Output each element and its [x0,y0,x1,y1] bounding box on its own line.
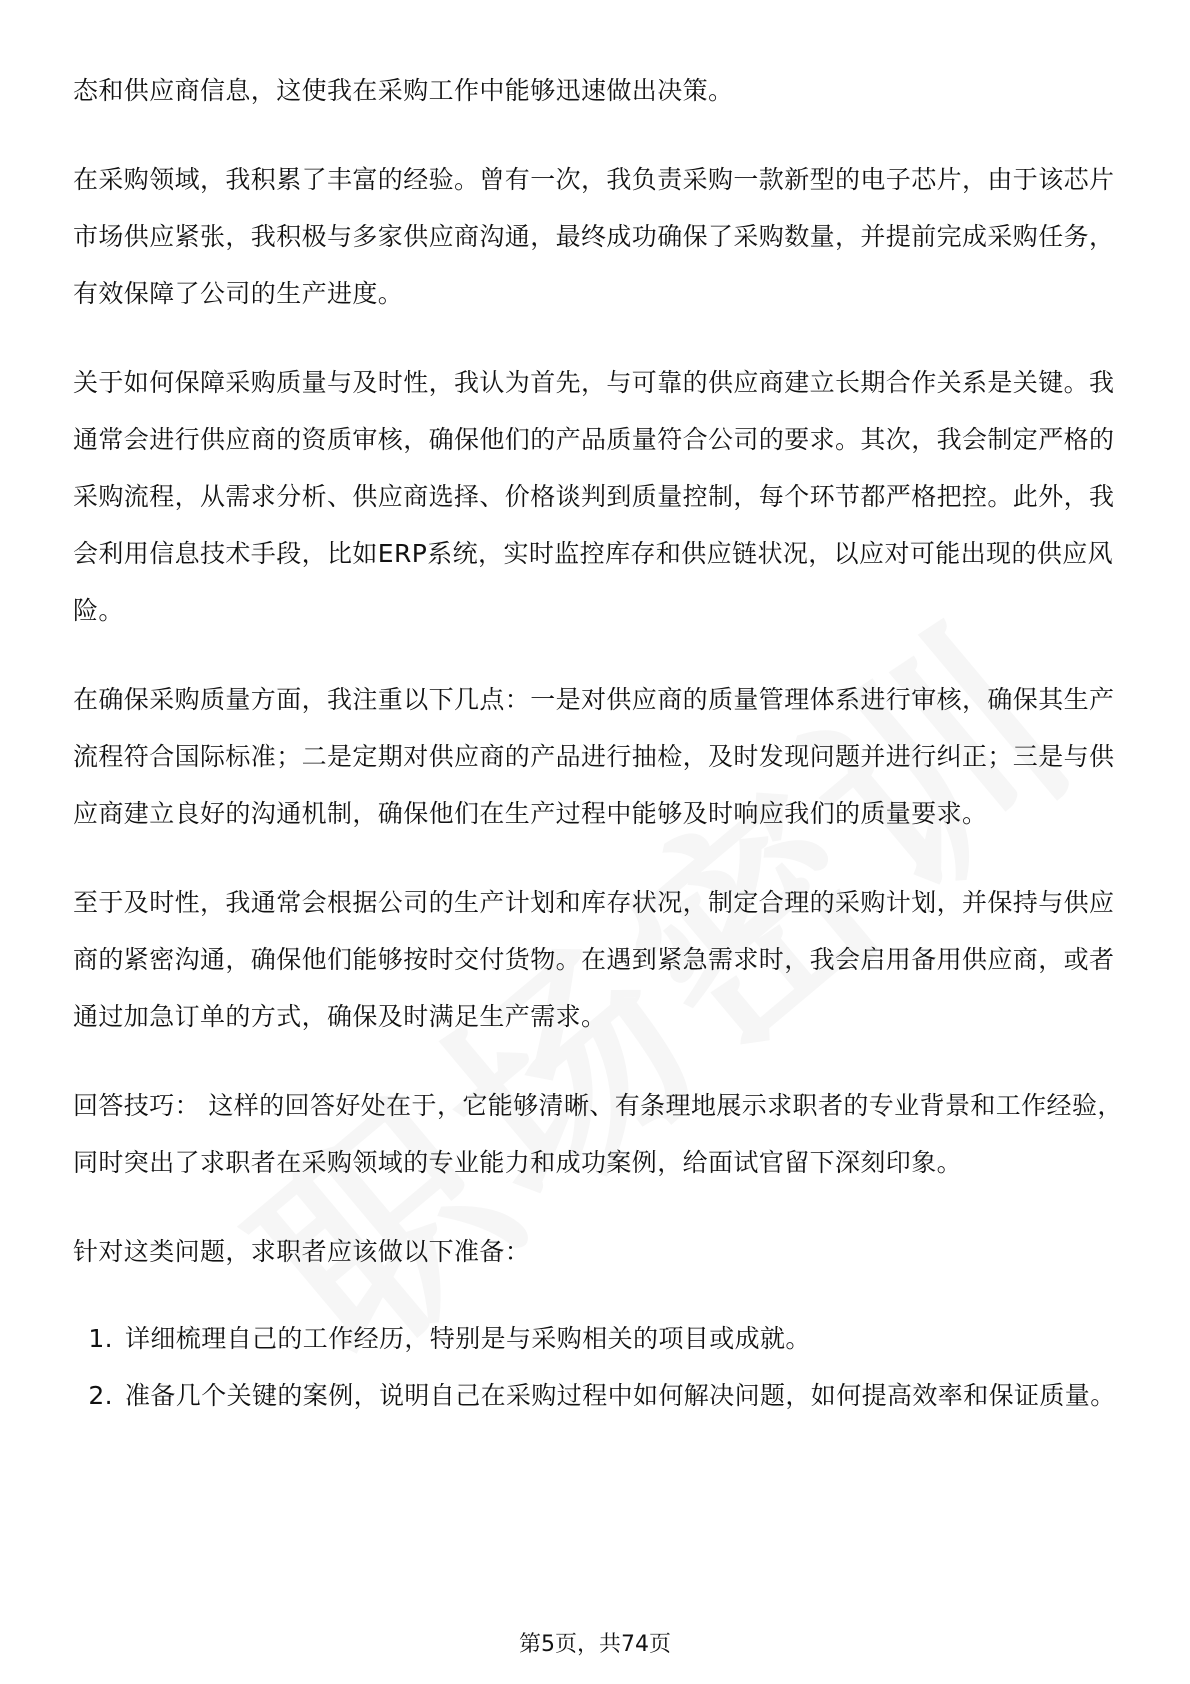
list-item [73,1310,1123,1367]
preparation-list [73,1310,1123,1424]
paragraph-4: 在确保采购质量方面，我注重以下几点：一是对供应商的质量管理体系进行审核，确保其生产流程符合国际标准；二是定期对供应商的产品进行抽检，及时发现问题并进行纠正；三是与供应商建立良好的沟通机制，确保他们在生产过程中能够及时响应我们的质量要求。 [73,685,1115,828]
list-number: 2. [88,1381,113,1410]
preparation-intro: 针对这类问题，求职者应该做以下准备： [73,1237,531,1266]
page-footer: 第5页，共74页 [519,1632,671,1657]
list-text: 准备几个关键的案例，说明自己在采购过程中如何解决问题，如何提高效率和保证质量。 [125,1381,1116,1410]
paragraph-1: 态和供应商信息，这使我在采购工作中能够迅速做出决策。 [73,76,734,105]
answer-tips-paragraph: 回答技巧： 这样的回答好处在于，它能够清晰、有条理地展示求职者的专业背景和工作经验，同时突出了求职者在采购领域的专业能力和成功案例，给面试官留下深刻印象。 [73,1091,1123,1177]
paragraph-5: 至于及时性，我通常会根据公司的生产计划和库存状况，制定合理的采购计划，并保持与供应商的紧密沟通，确保他们能够按时交付货物。在遇到紧急需求时，我会启用备用供应商，或者通过加急订单的方式，确保及时满足生产需求。 [73,888,1115,1031]
paragraph-2: 在采购领域，我积累了丰富的经验。曾有一次，我负责采购一款新型的电子芯片，由于该芯片市场供应紧张，我积极与多家供应商沟通，最终成功确保了采购数量，并提前完成采购任务，有效保障了公司的生产进度。 [73,165,1115,308]
paragraph-3: 关于如何保障采购质量与及时性，我认为首先，与可靠的供应商建立长期合作关系是关键。我通常会进行供应商的资质审核，确保他们的产品质量符合公司的要求。其次，我会制定严格的采购流程，从需求分析、供应商选择、价格谈判到质量控制，每个环节都严格把控。此外，我会利用信息技术手段，比如ERP系统，实时监控库存和供应链状况，以应对可能出现的供应风险。 [73,368,1115,625]
list-number: 1. [88,1324,113,1353]
document-body [73,62,1123,1424]
list-text: 详细梳理自己的工作经历，特别是与采购相关的项目或成就。 [125,1324,811,1353]
list-item [73,1367,1123,1424]
